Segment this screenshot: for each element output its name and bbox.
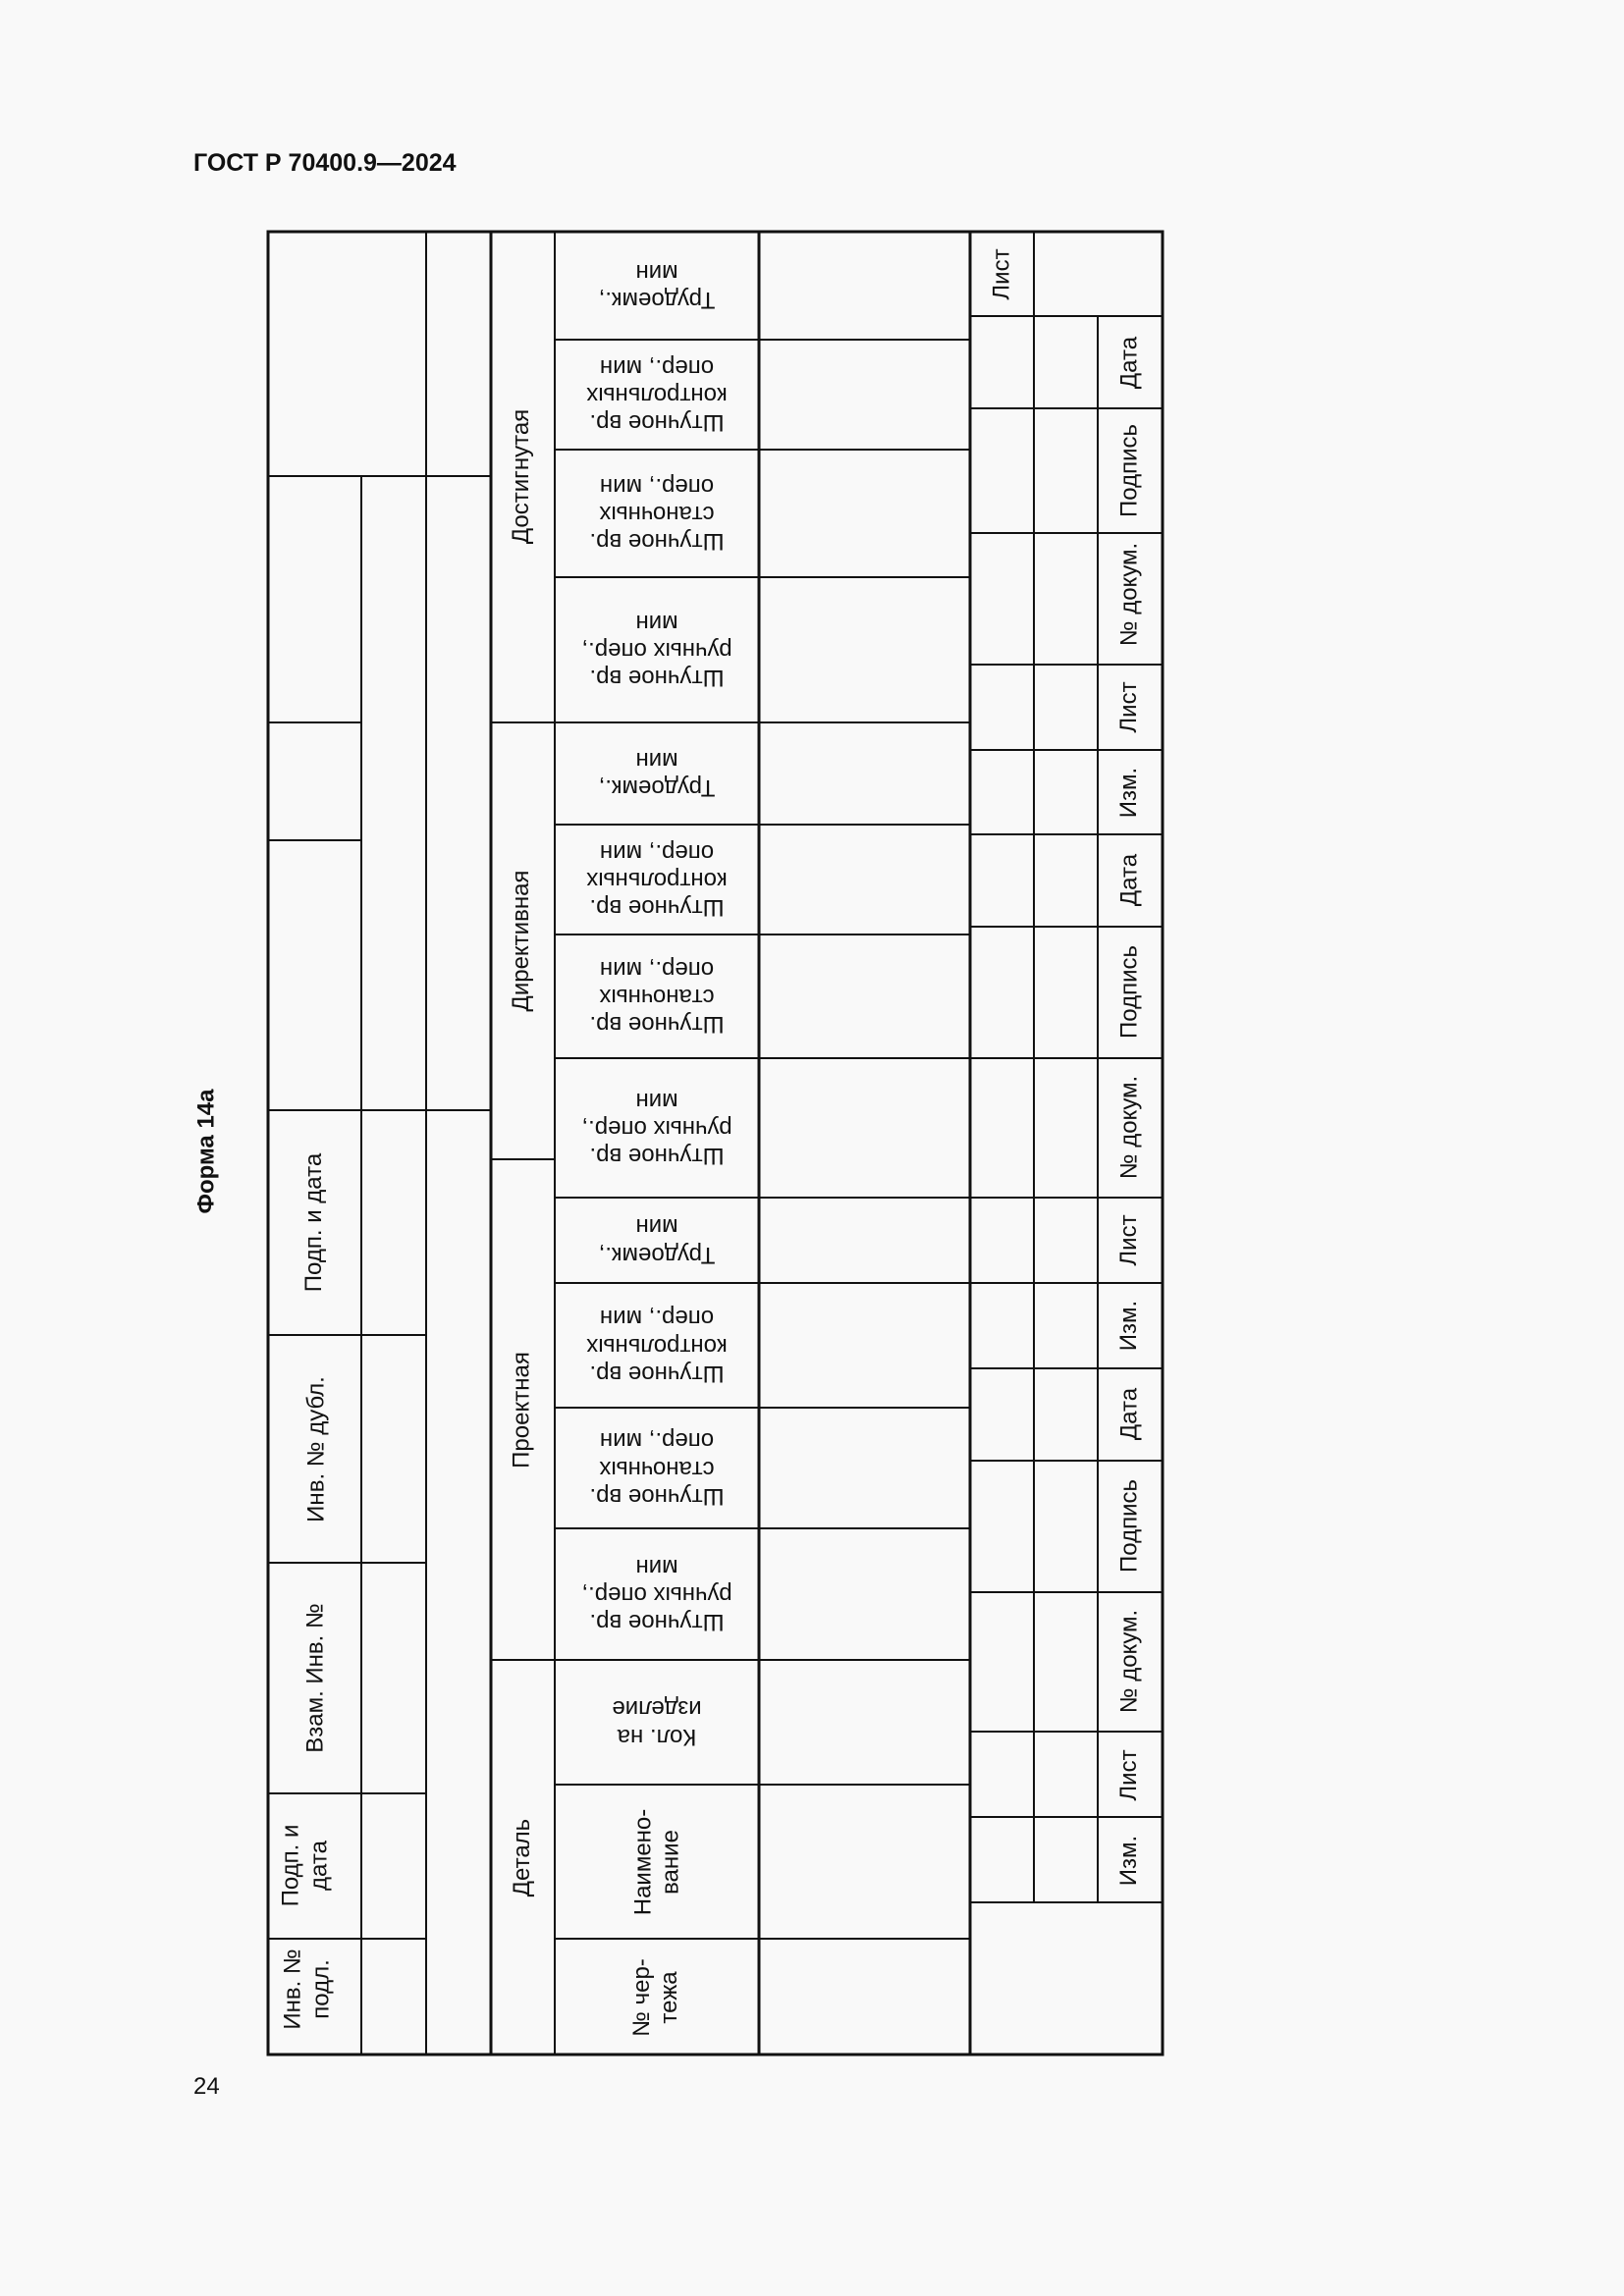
data-cell-qty[interactable] [760, 1661, 969, 1784]
data-cell-directive-manual[interactable] [760, 1059, 969, 1197]
data-cell-achieved-machine[interactable] [760, 451, 969, 576]
form-title: Форма 14а [192, 1089, 220, 1214]
stamp-podpis-2: Подпись [1115, 945, 1143, 1039]
stamp-ndokum-2: № докум. [1115, 1075, 1143, 1180]
col-project-machine: Штучное вр. станочных опер., мин [589, 1427, 725, 1510]
col-qty: Кол. на изделие [612, 1695, 702, 1750]
sheet-number-cell[interactable] [1035, 233, 1162, 315]
stamp-list-3: Лист [1115, 681, 1143, 733]
col-project-control: Штучное вр. контрольных опер., мин [586, 1305, 728, 1387]
data-cell-drawing-no[interactable] [760, 1940, 969, 2054]
data-cell-directive-machine[interactable] [760, 935, 969, 1057]
data-cell-directive-control[interactable] [760, 826, 969, 934]
stamp-data-1: Дата [1115, 1387, 1143, 1441]
data-cell-project-control[interactable] [760, 1284, 969, 1407]
stamp-list-2: Лист [1115, 1214, 1143, 1266]
col-achieved-machine: Штучное вр. станочных опер., мин [589, 472, 725, 556]
col-directive-manual: Штучное вр. ручных опер., мин [581, 1087, 732, 1170]
col-directive-control: Штучное вр. контрольных опер., мин [586, 838, 728, 922]
stamp-ndokum-1: № докум. [1115, 1609, 1143, 1714]
data-cell-achieved-control[interactable] [760, 341, 969, 449]
group-project: Проектная [508, 1352, 535, 1468]
stamp-sheet: Лист [988, 248, 1015, 300]
data-cell-directive-labor[interactable] [760, 723, 969, 824]
inv-podl-label: Инв. № подл. [279, 1949, 334, 2030]
document-code: ГОСТ Р 70400.9—2024 [193, 149, 457, 177]
stamp-podpis-1: Подпись [1115, 1479, 1143, 1573]
podp-data-label: Подп. и дата [277, 1824, 332, 1907]
page-number: 24 [193, 2073, 220, 2100]
col-directive-machine: Штучное вр. станочных опер., мин [589, 955, 725, 1039]
data-cell-project-machine[interactable] [760, 1409, 969, 1527]
stamp-podpis-3: Подпись [1115, 424, 1143, 517]
data-cell-achieved-labor[interactable] [760, 233, 969, 339]
col-directive-labor: Трудоемк., мин [598, 747, 716, 802]
stamp-data-2: Дата [1115, 853, 1143, 907]
group-achieved: Достигнутая [508, 408, 535, 545]
col-name: Наимено- вание [629, 1808, 684, 1916]
stamp-list-1: Лист [1115, 1749, 1143, 1801]
col-drawing-no: № чер- тежа [627, 1958, 682, 2037]
inv-dubl-label: Инв. № дубл. [302, 1376, 330, 1522]
data-cell-achieved-manual[interactable] [760, 578, 969, 721]
col-project-manual: Штучное вр. ручных опер., мин [581, 1553, 732, 1636]
vzam-inv-label: Взам. Инв. № [301, 1603, 329, 1753]
data-cell-project-labor[interactable] [760, 1199, 969, 1282]
data-cell-project-manual[interactable] [760, 1529, 969, 1659]
col-achieved-control: Штучное вр. контрольных опер., мин [586, 353, 728, 437]
stamp-ndokum-3: № докум. [1115, 542, 1143, 647]
col-project-labor: Трудоемк., мин [598, 1213, 716, 1268]
group-detail: Деталь [509, 1818, 536, 1897]
col-achieved-manual: Штучное вр. ручных опер., мин [581, 609, 732, 692]
stamp-izm-2: Изм. [1115, 1300, 1143, 1352]
stamp-izm-3: Изм. [1115, 767, 1143, 819]
stamp-data-3: Дата [1115, 336, 1143, 390]
col-achieved-labor: Трудоемк., мин [598, 259, 716, 314]
stamp-izm-1: Изм. [1115, 1835, 1143, 1887]
podp-i-data-label: Подп. и дата [300, 1152, 328, 1293]
group-directive: Директивная [508, 870, 535, 1012]
data-cell-name[interactable] [760, 1786, 969, 1938]
